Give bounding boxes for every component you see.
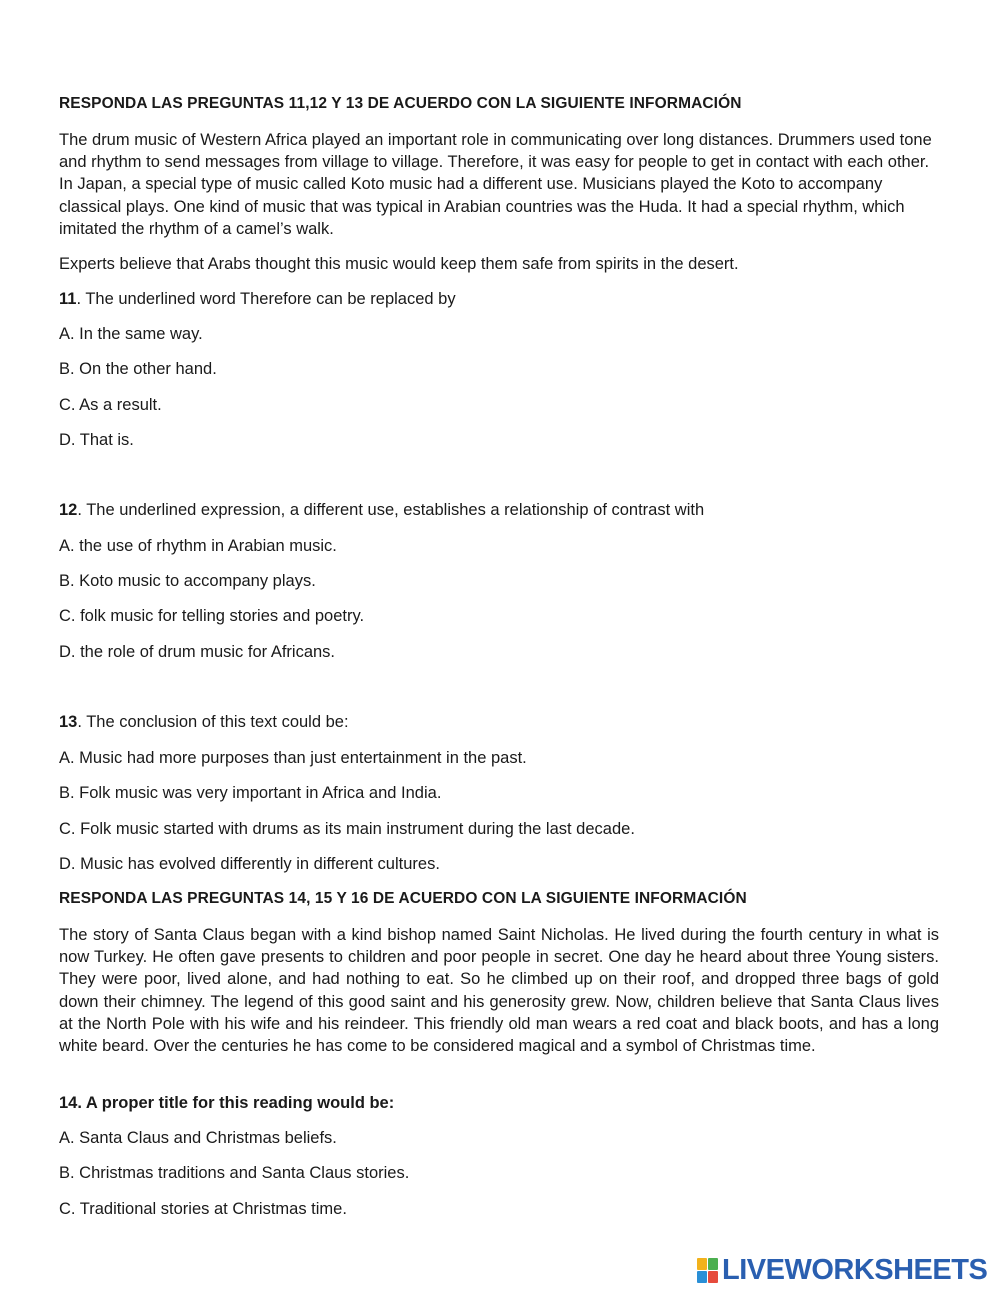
question-11-text: . The underlined word Therefore can be replaced by <box>76 290 456 308</box>
question-11-option-a: A. In the same way. <box>59 325 203 343</box>
question-12-text: . The underlined expression, a different use, establishes a relationship of contrast with <box>77 501 705 519</box>
liveworksheets-logo <box>697 1255 987 1285</box>
question-12 <box>59 499 704 521</box>
section-heading-2: RESPONDA LAS PREGUNTAS 14, 15 Y 16 DE ACUERDO CON LA SIGUIENTE INFORMACIÓN <box>59 890 747 907</box>
reading-passage-1-continued: Experts believe that Arabs thought this music would keep them safe from spirits in the desert. <box>59 255 739 273</box>
question-14-option-c: C. Traditional stories at Christmas time. <box>59 1200 347 1218</box>
question-12-number: 12 <box>59 501 78 519</box>
question-13-number: 13 <box>59 713 78 731</box>
section-heading-1: RESPONDA LAS PREGUNTAS 11,12 Y 13 DE ACUERDO CON LA SIGUIENTE INFORMACIÓN <box>59 95 742 112</box>
liveworksheets-blocks-icon <box>697 1257 719 1283</box>
logo-text: LIVEWORKSHEETS <box>722 1254 988 1286</box>
question-13-text: . The conclusion of this text could be: <box>77 713 349 731</box>
reading-passage-2: The story of Santa Claus began with a kind bishop named Saint Nicholas. He lived during the fourth century in what is now Turkey. He often gave presents to children and poor people in secret. One day he heard about three Young sisters. They were poor, lived alone, and had nothing to eat. So he climbed up on their roof, and dropped three bags of gold down their chimney. The legend of this good saint and his generosity grew. Now, children believe that Santa Claus lives at the North Pole with his wife and his reindeer. This friendly old man wears a red coat and black boots, and has a long white beard. Over the centuries he has come to be considered magical and a symbol of Christmas time. <box>59 926 939 1056</box>
question-14-text: . A proper title for this reading would be: <box>77 1094 395 1112</box>
question-11-option-d: D. That is. <box>59 431 134 449</box>
question-14-option-b: B. Christmas traditions and Santa Claus stories. <box>59 1164 410 1182</box>
question-12-option-b: B. Koto music to accompany plays. <box>59 572 316 590</box>
question-13-option-b: B. Folk music was very important in Africa and India. <box>59 784 442 802</box>
question-11-number: 11 <box>59 290 77 308</box>
question-14-number: 14 <box>59 1094 78 1112</box>
question-14 <box>59 1092 394 1114</box>
question-13 <box>59 711 349 733</box>
question-13-option-c: C. Folk music started with drums as its main instrument during the last decade. <box>59 820 635 838</box>
question-11-option-b: B. On the other hand. <box>59 360 217 378</box>
reading-passage-1: The drum music of Western Africa played an important role in communicating over long distances. Drummers used tone and rhythm to send messages from village to village. Therefore, it was easy for people to get in contact with each other. In Japan, a special type of music called Koto music had a different use. Musicians played the Koto to accompany classical plays. One kind of music that was typical in Arabian countries was the Huda. It had a special rhythm, which imitated the rhythm of a camel’s walk. <box>59 131 932 238</box>
question-12-option-c: C. folk music for telling stories and poetry. <box>59 607 365 625</box>
question-12-option-a: A. the use of rhythm in Arabian music. <box>59 537 337 555</box>
question-13-option-d: D. Music has evolved differently in different cultures. <box>59 855 440 873</box>
question-11-option-c: C. As a result. <box>59 396 162 414</box>
question-13-option-a: A. Music had more purposes than just entertainment in the past. <box>59 749 527 767</box>
question-11 <box>59 288 456 310</box>
question-12-option-d: D. the role of drum music for Africans. <box>59 643 336 661</box>
question-14-option-a: A. Santa Claus and Christmas beliefs. <box>59 1129 337 1147</box>
